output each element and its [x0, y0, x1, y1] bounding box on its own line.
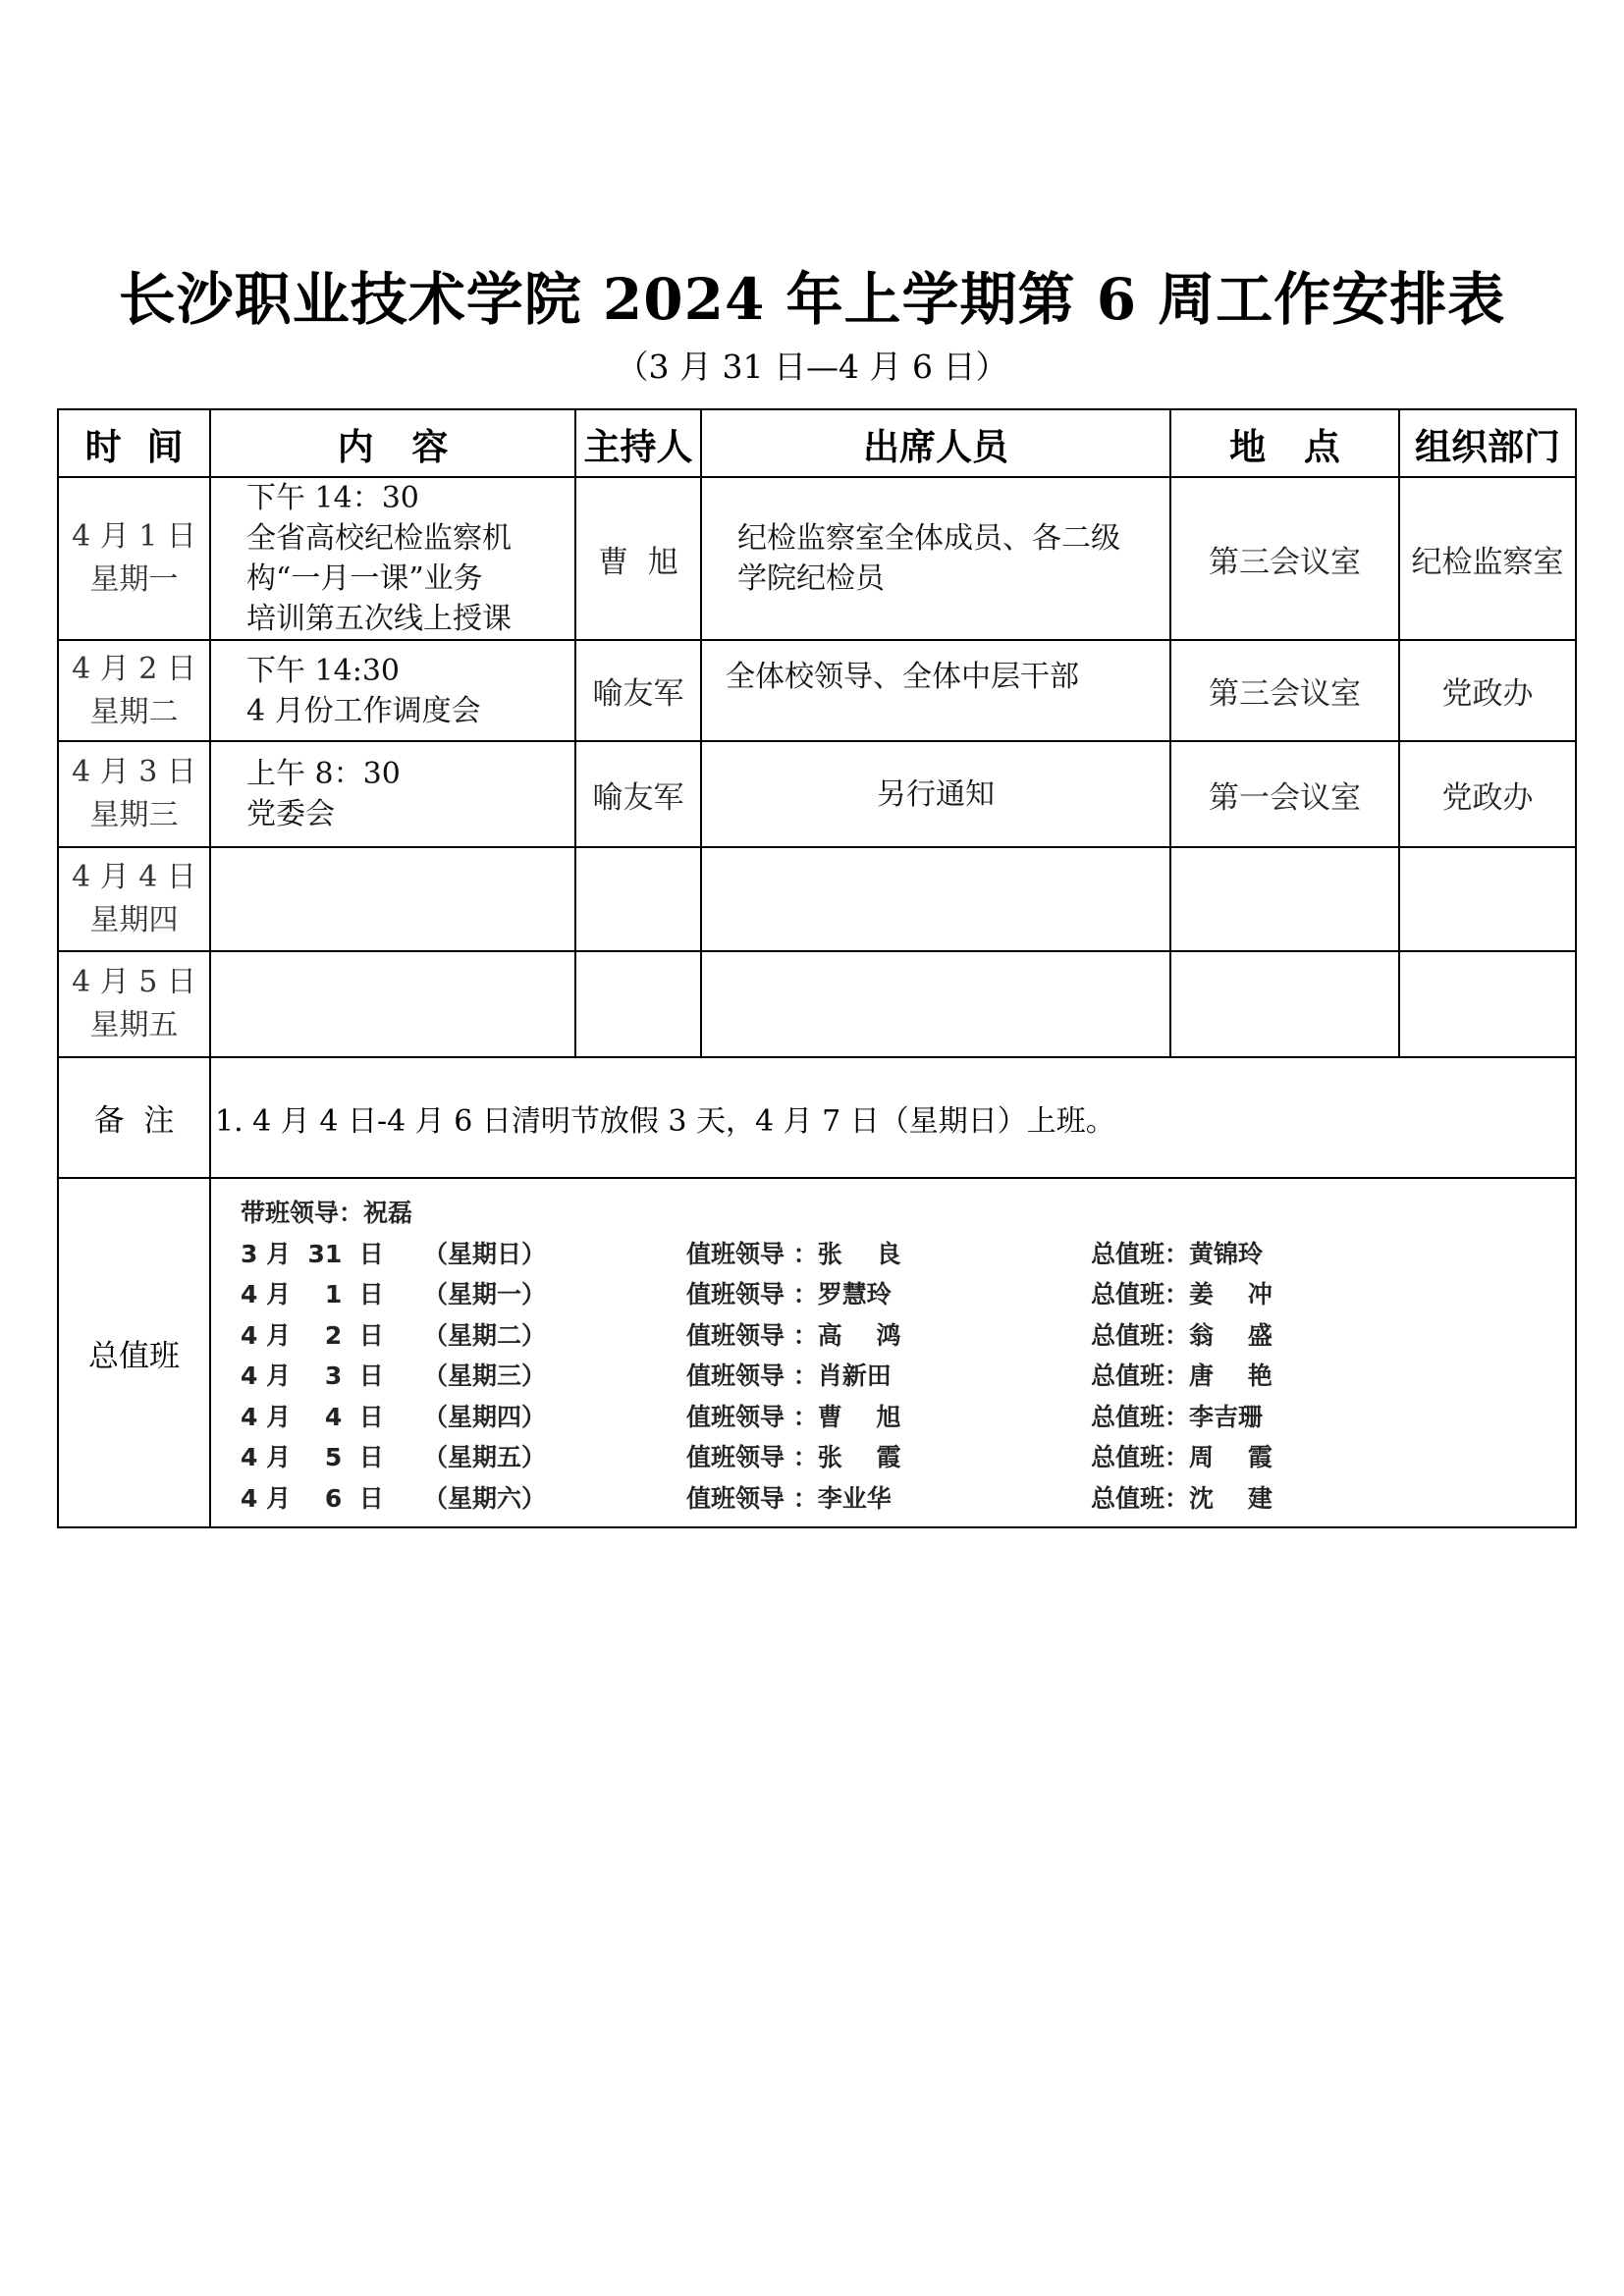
duty-leader-row [241, 1193, 1575, 1234]
table-row [58, 477, 1576, 640]
content-line: 下午 14:30 [246, 653, 400, 688]
duty-date: 4 月 4 日 [241, 1402, 384, 1431]
attendees-cell [701, 477, 1170, 640]
schedule-table [57, 408, 1577, 1528]
header-attendees: 出席人员 [701, 409, 1170, 477]
content-cell [210, 640, 575, 741]
host-cell: 曹 旭 [575, 477, 701, 640]
table-row [58, 741, 1576, 847]
duty-date: 4 月 3 日 [241, 1362, 384, 1390]
duty-leader-name: 值班领导 ：李业华 [686, 1483, 892, 1513]
location-cell [1170, 847, 1399, 951]
header-host: 主持人 [575, 409, 701, 477]
content-line: 党委会 [246, 797, 335, 831]
remark-row [58, 1057, 1576, 1178]
duty-date: 4 月 6 日 [241, 1483, 384, 1513]
location-cell: 第一会议室 [1170, 741, 1399, 847]
location-cell: 第三会议室 [1170, 477, 1399, 640]
duty-weekday: （星期日） [423, 1239, 547, 1268]
location-cell: 第三会议室 [1170, 640, 1399, 741]
date-cell [58, 741, 210, 847]
header-time: 时 间 [58, 409, 210, 477]
duty-label: 总值班 [58, 1178, 210, 1527]
duty-leader-name: 值班领导 ：肖新田 [686, 1362, 892, 1390]
date-cell [58, 640, 210, 741]
weekday-text: 星期三 [89, 798, 179, 832]
header-row [58, 409, 1576, 477]
duty-leader-name: 值班领导 ：张 良 [686, 1239, 901, 1268]
duty-weekday: （星期三） [423, 1362, 547, 1390]
duty-chief-name: 总值班：唐 艳 [1091, 1362, 1272, 1390]
weekday-text: 星期五 [89, 1008, 179, 1042]
content-line: 构“一月一课”业务 [246, 561, 483, 596]
attendees-cell [701, 640, 1170, 741]
duty-leader-name: 值班领导 ：曹 旭 [686, 1402, 901, 1431]
duty-weekday: （星期二） [423, 1320, 547, 1350]
date-text: 4 月 5 日 [72, 965, 196, 999]
duty-weekday: （星期四） [423, 1402, 547, 1431]
date-text: 4 月 4 日 [72, 860, 196, 894]
duty-chief-name: 总值班：周 霞 [1091, 1443, 1272, 1471]
date-text: 4 月 3 日 [72, 755, 196, 789]
duty-chief-name: 总值班：沈 建 [1091, 1483, 1272, 1513]
attendees-line: 另行通知 [877, 776, 995, 812]
duty-leader-name: 值班领导 ：张 霞 [686, 1443, 901, 1471]
attendees-cell [701, 847, 1170, 951]
duty-weekday: （星期六） [423, 1483, 547, 1513]
list-item [241, 1478, 1575, 1520]
date-cell [58, 951, 210, 1057]
list-item [241, 1437, 1575, 1478]
duty-date: 3 月 31 日 [241, 1239, 384, 1268]
page-title: 长沙职业技术学院 2024 年上学期第 6 周工作安排表 [118, 266, 1506, 333]
list-item [241, 1274, 1575, 1315]
department-cell [1399, 847, 1576, 951]
duty-leader-name: 值班领导 ：高 鸿 [686, 1320, 901, 1350]
weekday-text: 星期二 [89, 694, 179, 729]
duty-date: 4 月 5 日 [241, 1443, 384, 1471]
remark-label: 备 注 [58, 1057, 210, 1178]
attendees-line: 纪检监察室全体成员、各二级 [737, 521, 1120, 556]
content-cell [210, 741, 575, 847]
department-cell: 党政办 [1399, 741, 1576, 847]
list-item [241, 1315, 1575, 1357]
duty-chief-name: 总值班：翁 盛 [1091, 1320, 1272, 1350]
header-department: 组织部门 [1399, 409, 1576, 477]
host-cell [575, 951, 701, 1057]
duty-chief-name: 总值班：李吉珊 [1091, 1402, 1264, 1431]
remark-text: 1. 4 月 4 日-4 月 6 日清明节放假 3 天，4 月 7 日（星期日）上班。 [210, 1057, 1576, 1178]
host-cell [575, 847, 701, 951]
date-cell [58, 847, 210, 951]
duty-leader: 带班领导：祝磊 [241, 1199, 413, 1227]
duty-leader-name: 值班领导 ：罗慧玲 [686, 1280, 892, 1308]
weekday-text: 星期一 [89, 562, 179, 597]
duty-date: 4 月 1 日 [241, 1280, 384, 1308]
list-item [241, 1234, 1575, 1275]
table-row [58, 640, 1576, 741]
duty-list [211, 1179, 1575, 1526]
content-line: 上午 8：30 [246, 757, 401, 791]
list-item [241, 1356, 1575, 1397]
content-cell [210, 477, 575, 640]
department-cell: 党政办 [1399, 640, 1576, 741]
duty-chief-name: 总值班：姜 冲 [1091, 1280, 1272, 1308]
list-item [241, 1397, 1575, 1438]
duty-chief-name: 总值班：黄锦玲 [1091, 1239, 1264, 1268]
table-row [58, 847, 1576, 951]
host-cell: 喻友军 [575, 640, 701, 741]
attendees-line: 全体校领导、全体中层干部 [726, 660, 1079, 694]
duty-weekday: （星期五） [423, 1443, 547, 1471]
header-location: 地 点 [1170, 409, 1399, 477]
host-cell: 喻友军 [575, 741, 701, 847]
attendees-cell [701, 951, 1170, 1057]
weekday-text: 星期四 [89, 903, 179, 937]
duty-date: 4 月 2 日 [241, 1320, 384, 1350]
department-cell [1399, 951, 1576, 1057]
table-row [58, 951, 1576, 1057]
content-cell [210, 847, 575, 951]
duty-weekday: （星期一） [423, 1280, 547, 1308]
content-cell [210, 951, 575, 1057]
attendees-cell [701, 741, 1170, 847]
department-cell: 纪检监察室 [1399, 477, 1576, 640]
date-text: 4 月 2 日 [72, 651, 196, 686]
header-content: 内 容 [210, 409, 575, 477]
content-line: 4 月份工作调度会 [246, 693, 481, 728]
date-range-subtitle: （3 月 31 日—4 月 6 日） [616, 347, 1008, 386]
location-cell [1170, 951, 1399, 1057]
content-line: 下午 14：30 [246, 481, 419, 515]
date-text: 4 月 1 日 [72, 519, 196, 554]
duty-row [58, 1178, 1576, 1527]
attendees-line: 学院纪检员 [737, 561, 885, 596]
duty-cell [210, 1178, 1576, 1527]
content-line: 培训第五次线上授课 [246, 602, 512, 636]
content-line: 全省高校纪检监察机 [246, 521, 512, 556]
date-cell [58, 477, 210, 640]
